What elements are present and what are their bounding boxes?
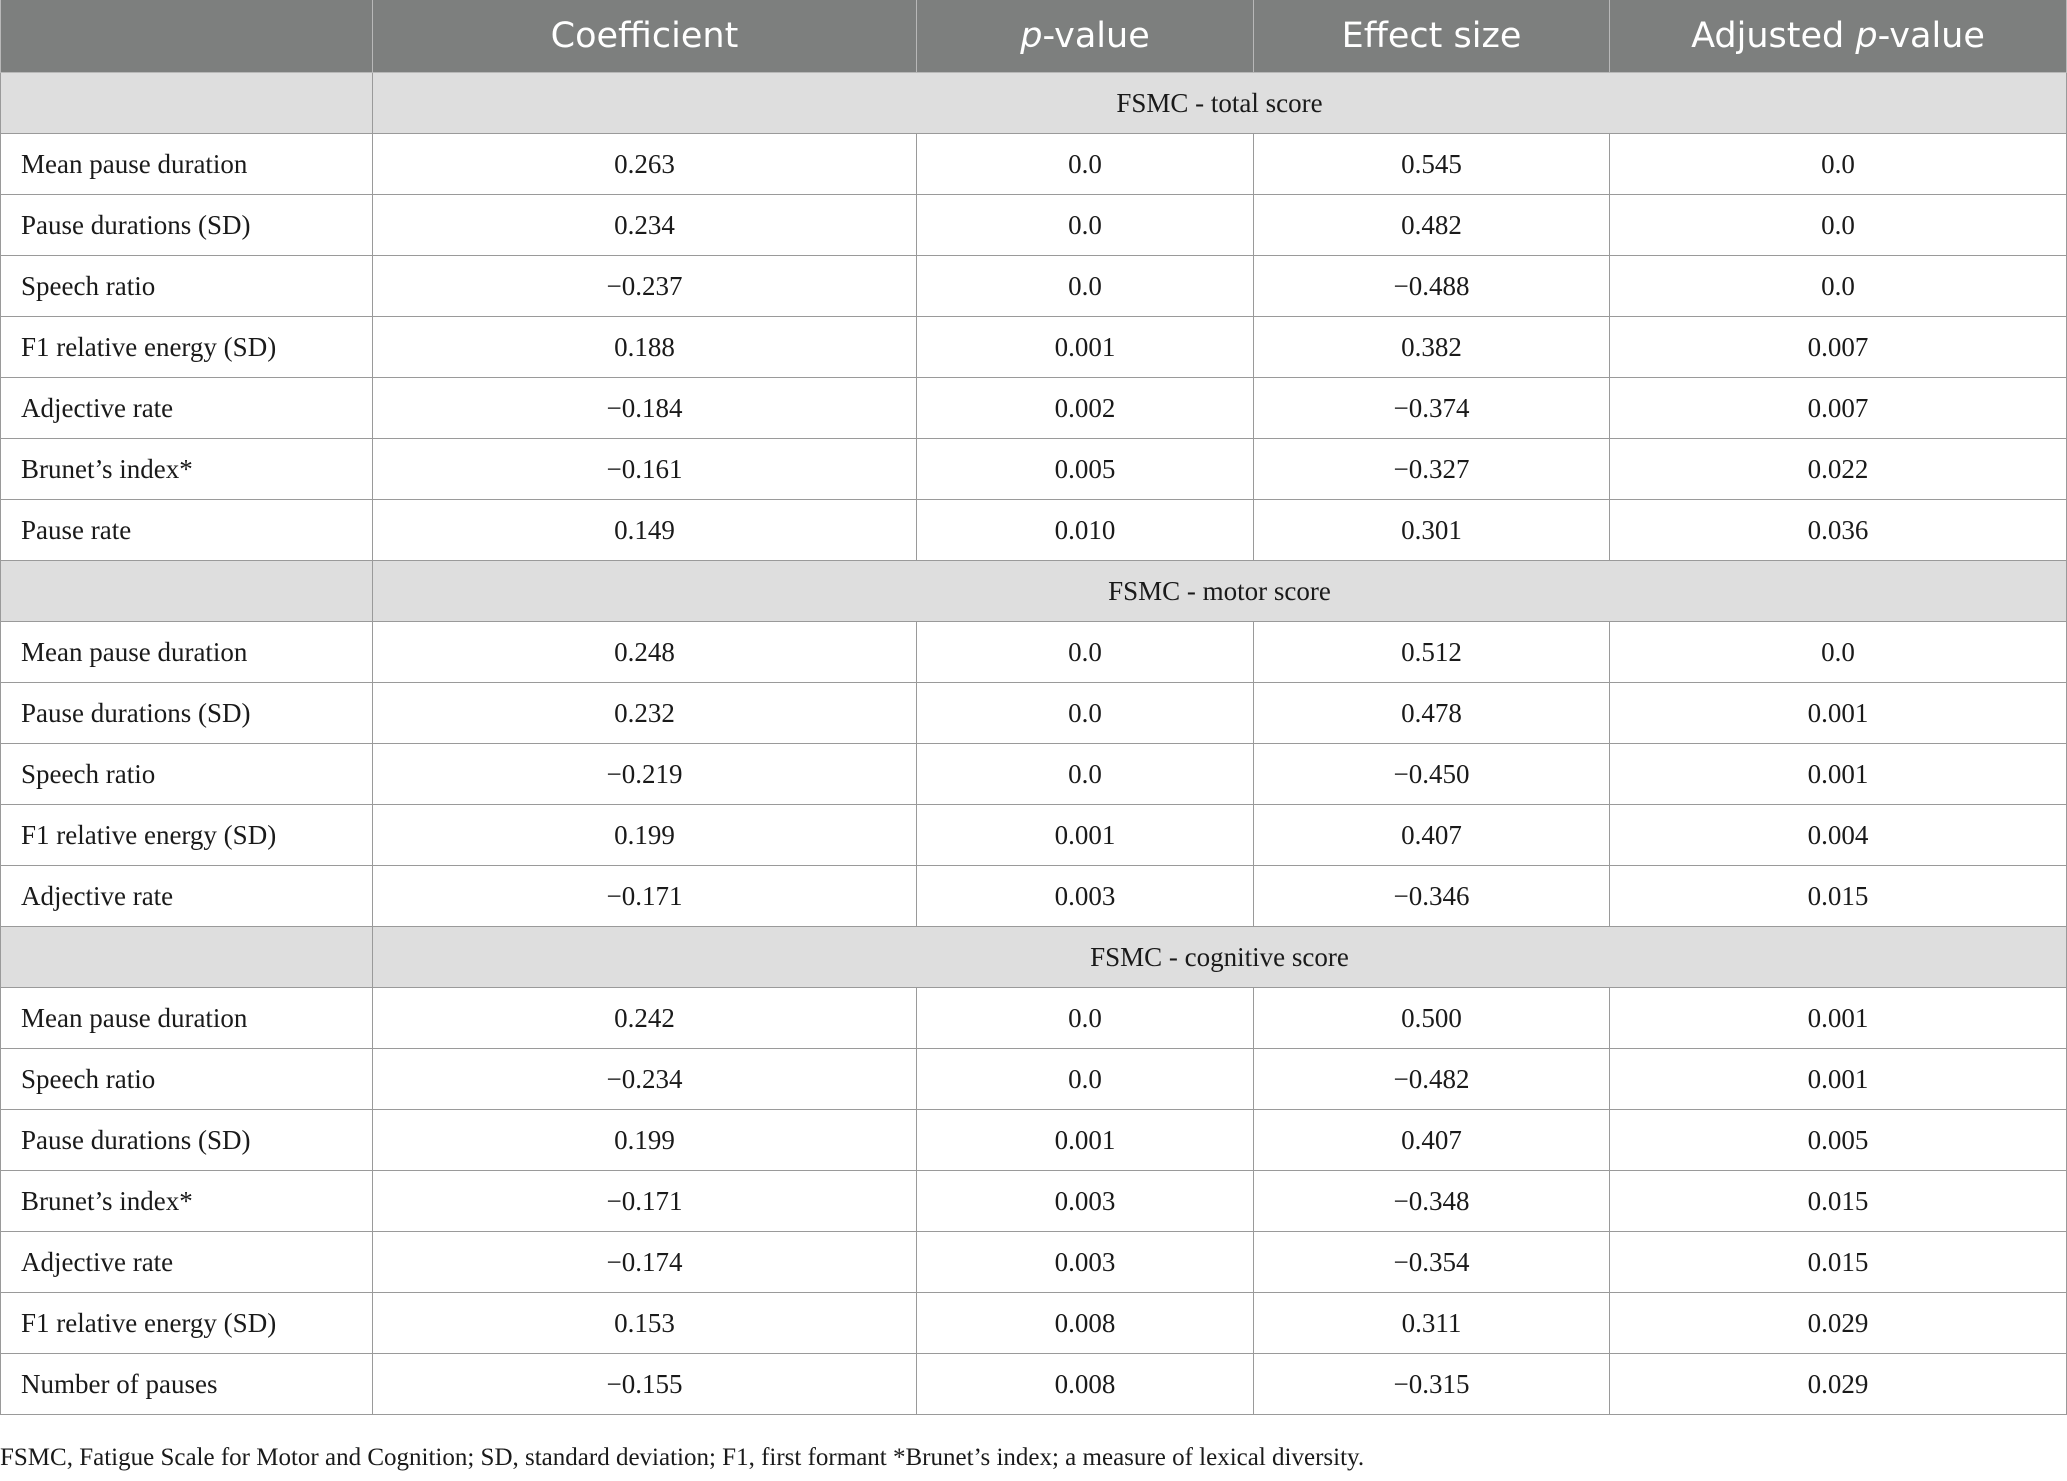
effect-size-cell: −0.374: [1254, 378, 1610, 439]
header-adjusted-p-value: [1610, 0, 2067, 73]
table-row: [1, 866, 2067, 927]
table-row: [1, 256, 2067, 317]
p-value-cell: 0.0: [917, 1049, 1254, 1110]
header-p-italic: p: [1020, 16, 1043, 56]
adjusted-p-value-cell: 0.036: [1610, 500, 2067, 561]
header-effect-size: Effect size: [1254, 0, 1610, 73]
effect-size-cell: −0.346: [1254, 866, 1610, 927]
measure-cell: Speech ratio: [1, 1049, 373, 1110]
section-blank-cell: [1, 73, 373, 134]
p-value-cell: 0.0: [917, 988, 1254, 1049]
adjusted-p-value-cell: 0.015: [1610, 1171, 2067, 1232]
measure-cell: F1 relative energy (SD): [1, 805, 373, 866]
table-row: [1, 195, 2067, 256]
p-value-cell: 0.010: [917, 500, 1254, 561]
adjusted-p-value-cell: 0.007: [1610, 317, 2067, 378]
coefficient-cell: −0.219: [373, 744, 917, 805]
adjusted-p-value-cell: 0.001: [1610, 683, 2067, 744]
table-body: [1, 73, 2067, 1415]
measure-cell: Speech ratio: [1, 744, 373, 805]
header-p-value: [917, 0, 1254, 73]
coefficient-cell: 0.199: [373, 1110, 917, 1171]
measure-cell: Mean pause duration: [1, 622, 373, 683]
p-value-cell: 0.005: [917, 439, 1254, 500]
effect-size-cell: 0.301: [1254, 500, 1610, 561]
table-row: [1, 1171, 2067, 1232]
section-header-row: [1, 927, 2067, 988]
p-value-cell: 0.0: [917, 744, 1254, 805]
section-blank-cell: [1, 561, 373, 622]
measure-cell: Pause durations (SD): [1, 195, 373, 256]
adjusted-p-value-cell: 0.005: [1610, 1110, 2067, 1171]
adjusted-p-value-cell: 0.015: [1610, 1232, 2067, 1293]
coefficient-cell: −0.234: [373, 1049, 917, 1110]
effect-size-cell: −0.348: [1254, 1171, 1610, 1232]
effect-size-cell: −0.450: [1254, 744, 1610, 805]
p-value-cell: 0.003: [917, 1171, 1254, 1232]
table-row: [1, 134, 2067, 195]
table-row: [1, 988, 2067, 1049]
coefficient-cell: 0.263: [373, 134, 917, 195]
p-value-cell: 0.0: [917, 134, 1254, 195]
table-footnote: FSMC, Fatigue Scale for Motor and Cognition; SD, standard deviation; F1, first formant *Brunet’s index; a measure of lexical diversity.: [0, 1444, 1365, 1471]
adjusted-p-value-cell: 0.001: [1610, 988, 2067, 1049]
p-value-cell: 0.0: [917, 622, 1254, 683]
p-value-cell: 0.008: [917, 1293, 1254, 1354]
header-adj-prefix: Adjusted: [1691, 16, 1856, 56]
measure-cell: Adjective rate: [1, 1232, 373, 1293]
header-coefficient: Coefficient: [373, 0, 917, 73]
adjusted-p-value-cell: 0.0: [1610, 622, 2067, 683]
coefficient-cell: −0.155: [373, 1354, 917, 1415]
table-header: [1, 0, 2067, 73]
measure-cell: Adjective rate: [1, 378, 373, 439]
table-row: [1, 439, 2067, 500]
coefficient-cell: −0.174: [373, 1232, 917, 1293]
header-adj-italic: p: [1855, 16, 1878, 56]
table-row: [1, 500, 2067, 561]
header-p-rest: -value: [1042, 16, 1150, 56]
table-row: [1, 378, 2067, 439]
measure-cell: Brunet’s index*: [1, 1171, 373, 1232]
measure-cell: Pause durations (SD): [1, 1110, 373, 1171]
p-value-cell: 0.001: [917, 1110, 1254, 1171]
adjusted-p-value-cell: 0.0: [1610, 195, 2067, 256]
measure-cell: Pause rate: [1, 500, 373, 561]
effect-size-cell: 0.382: [1254, 317, 1610, 378]
effect-size-cell: −0.327: [1254, 439, 1610, 500]
table-row: [1, 1354, 2067, 1415]
measure-cell: Brunet’s index*: [1, 439, 373, 500]
adjusted-p-value-cell: 0.004: [1610, 805, 2067, 866]
table-row: [1, 1232, 2067, 1293]
effect-size-cell: 0.407: [1254, 805, 1610, 866]
coefficient-cell: 0.188: [373, 317, 917, 378]
measure-cell: Adjective rate: [1, 866, 373, 927]
coefficient-cell: 0.242: [373, 988, 917, 1049]
effect-size-cell: 0.545: [1254, 134, 1610, 195]
measure-cell: Pause durations (SD): [1, 683, 373, 744]
section-title: FSMC - total score: [373, 73, 2067, 134]
header-adj-rest: -value: [1877, 16, 1985, 56]
p-value-cell: 0.0: [917, 256, 1254, 317]
effect-size-cell: 0.407: [1254, 1110, 1610, 1171]
adjusted-p-value-cell: 0.029: [1610, 1354, 2067, 1415]
coefficient-cell: 0.149: [373, 500, 917, 561]
coefficient-cell: −0.237: [373, 256, 917, 317]
table-row: [1, 683, 2067, 744]
adjusted-p-value-cell: 0.007: [1610, 378, 2067, 439]
p-value-cell: 0.003: [917, 866, 1254, 927]
coefficient-cell: 0.199: [373, 805, 917, 866]
coefficient-cell: −0.171: [373, 866, 917, 927]
effect-size-cell: 0.500: [1254, 988, 1610, 1049]
p-value-cell: 0.001: [917, 805, 1254, 866]
table-row: [1, 317, 2067, 378]
table-row: [1, 622, 2067, 683]
p-value-cell: 0.002: [917, 378, 1254, 439]
adjusted-p-value-cell: 0.0: [1610, 256, 2067, 317]
section-header-row: [1, 561, 2067, 622]
section-blank-cell: [1, 927, 373, 988]
p-value-cell: 0.008: [917, 1354, 1254, 1415]
p-value-cell: 0.001: [917, 317, 1254, 378]
effect-size-cell: 0.482: [1254, 195, 1610, 256]
header-corner-cell: [1, 0, 373, 73]
measure-cell: Mean pause duration: [1, 134, 373, 195]
measure-cell: F1 relative energy (SD): [1, 1293, 373, 1354]
coefficient-cell: −0.171: [373, 1171, 917, 1232]
section-header-row: [1, 73, 2067, 134]
coefficient-cell: 0.248: [373, 622, 917, 683]
effect-size-cell: −0.488: [1254, 256, 1610, 317]
section-title: FSMC - cognitive score: [373, 927, 2067, 988]
measure-cell: F1 relative energy (SD): [1, 317, 373, 378]
p-value-cell: 0.0: [917, 195, 1254, 256]
measure-cell: Speech ratio: [1, 256, 373, 317]
effect-size-cell: 0.512: [1254, 622, 1610, 683]
table-row: [1, 1049, 2067, 1110]
measure-cell: Mean pause duration: [1, 988, 373, 1049]
coefficient-cell: −0.161: [373, 439, 917, 500]
coefficient-cell: 0.153: [373, 1293, 917, 1354]
adjusted-p-value-cell: 0.015: [1610, 866, 2067, 927]
measure-cell: Number of pauses: [1, 1354, 373, 1415]
effect-size-cell: 0.311: [1254, 1293, 1610, 1354]
adjusted-p-value-cell: 0.022: [1610, 439, 2067, 500]
header-row: [1, 0, 2067, 73]
adjusted-p-value-cell: 0.0: [1610, 134, 2067, 195]
effect-size-cell: −0.482: [1254, 1049, 1610, 1110]
section-title: FSMC - motor score: [373, 561, 2067, 622]
coefficient-cell: 0.232: [373, 683, 917, 744]
coefficient-cell: 0.234: [373, 195, 917, 256]
effect-size-cell: −0.354: [1254, 1232, 1610, 1293]
adjusted-p-value-cell: 0.001: [1610, 744, 2067, 805]
adjusted-p-value-cell: 0.001: [1610, 1049, 2067, 1110]
effect-size-cell: −0.315: [1254, 1354, 1610, 1415]
table-row: [1, 805, 2067, 866]
table-row: [1, 1110, 2067, 1171]
coefficient-cell: −0.184: [373, 378, 917, 439]
p-value-cell: 0.0: [917, 683, 1254, 744]
effect-size-cell: 0.478: [1254, 683, 1610, 744]
p-value-cell: 0.003: [917, 1232, 1254, 1293]
table-row: [1, 744, 2067, 805]
table-row: [1, 1293, 2067, 1354]
adjusted-p-value-cell: 0.029: [1610, 1293, 2067, 1354]
